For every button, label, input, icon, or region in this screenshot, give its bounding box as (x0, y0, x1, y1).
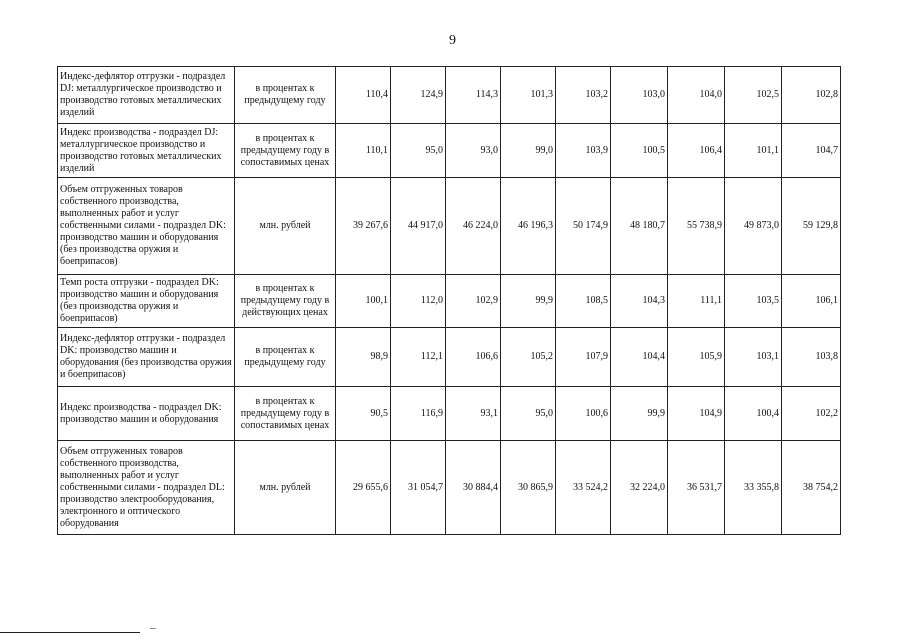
indicator-cell: Индекс производства - подраздел DK: производство машин и оборудования (58, 387, 235, 441)
value-cell: 44 917,0 (391, 178, 446, 275)
value-cell: 99,9 (611, 387, 668, 441)
value-cell: 101,3 (501, 67, 556, 124)
value-cell: 104,4 (611, 328, 668, 387)
value-cell: 46 196,3 (501, 178, 556, 275)
value-cell: 93,1 (446, 387, 501, 441)
value-cell: 103,8 (782, 328, 841, 387)
indicator-cell: Индекс-дефлятор отгрузки - подраздел DJ: металлургическое производство и производство готовых металлических изделий (58, 67, 235, 124)
value-cell: 93,0 (446, 124, 501, 178)
value-cell: 100,6 (556, 387, 611, 441)
value-cell: 124,9 (391, 67, 446, 124)
indicator-cell: Объем отгруженных товаров собственного производства, выполненных работ и услуг собственными силами - подраздел DL: производство электрооборудования, электронного и оптического оборудования (58, 441, 235, 535)
value-cell: 33 355,8 (725, 441, 782, 535)
value-cell: 29 655,6 (336, 441, 391, 535)
value-cell: 112,0 (391, 275, 446, 328)
value-cell: 102,9 (446, 275, 501, 328)
statistics-table (57, 66, 841, 535)
value-cell: 106,1 (782, 275, 841, 328)
table-row (58, 441, 841, 535)
value-cell: 112,1 (391, 328, 446, 387)
page-number: 9 (449, 33, 456, 48)
value-cell: 103,5 (725, 275, 782, 328)
table-row (58, 328, 841, 387)
value-cell: 104,0 (668, 67, 725, 124)
value-cell: 105,2 (501, 328, 556, 387)
value-cell: 95,0 (391, 124, 446, 178)
unit-cell: в процентах к предыдущему году (235, 328, 336, 387)
value-cell: 102,5 (725, 67, 782, 124)
value-cell: 30 865,9 (501, 441, 556, 535)
value-cell: 49 873,0 (725, 178, 782, 275)
value-cell: 39 267,6 (336, 178, 391, 275)
value-cell: 100,1 (336, 275, 391, 328)
value-cell: 106,6 (446, 328, 501, 387)
value-cell: 46 224,0 (446, 178, 501, 275)
value-cell: 114,3 (446, 67, 501, 124)
value-cell: 102,8 (782, 67, 841, 124)
table-row (58, 387, 841, 441)
value-cell: 102,2 (782, 387, 841, 441)
value-cell: 95,0 (501, 387, 556, 441)
value-cell: 104,9 (668, 387, 725, 441)
table-row (58, 67, 841, 124)
footnote-separator (0, 632, 140, 633)
value-cell: 59 129,8 (782, 178, 841, 275)
unit-cell: в процентах к предыдущему году в сопоставимых ценах (235, 387, 336, 441)
value-cell: 38 754,2 (782, 441, 841, 535)
value-cell: 50 174,9 (556, 178, 611, 275)
footnote-mark (150, 628, 156, 629)
value-cell: 104,7 (782, 124, 841, 178)
unit-cell: в процентах к предыдущему году (235, 67, 336, 124)
value-cell: 100,5 (611, 124, 668, 178)
value-cell: 48 180,7 (611, 178, 668, 275)
indicator-cell: Индекс производства - подраздел DJ: металлургическое производство и производство готовых металлических изделий (58, 124, 235, 178)
indicator-cell: Индекс-дефлятор отгрузки - подраздел DK: производство машин и оборудования (без производства оружия и боеприпасов) (58, 328, 235, 387)
table-row (58, 275, 841, 328)
value-cell: 99,0 (501, 124, 556, 178)
value-cell: 33 524,2 (556, 441, 611, 535)
value-cell: 111,1 (668, 275, 725, 328)
value-cell: 100,4 (725, 387, 782, 441)
table-row (58, 178, 841, 275)
unit-cell: в процентах к предыдущему году в действующих ценах (235, 275, 336, 328)
value-cell: 107,9 (556, 328, 611, 387)
table-row (58, 124, 841, 178)
unit-cell: млн. рублей (235, 441, 336, 535)
value-cell: 106,4 (668, 124, 725, 178)
value-cell: 103,1 (725, 328, 782, 387)
value-cell: 110,1 (336, 124, 391, 178)
value-cell: 103,9 (556, 124, 611, 178)
value-cell: 99,9 (501, 275, 556, 328)
value-cell: 98,9 (336, 328, 391, 387)
value-cell: 101,1 (725, 124, 782, 178)
value-cell: 30 884,4 (446, 441, 501, 535)
value-cell: 103,0 (611, 67, 668, 124)
value-cell: 55 738,9 (668, 178, 725, 275)
indicator-cell: Темп роста отгрузки - подраздел DK: производство машин и оборудования (без производства оружия и боеприпасов) (58, 275, 235, 328)
value-cell: 36 531,7 (668, 441, 725, 535)
indicator-cell: Объем отгруженных товаров собственного производства, выполненных работ и услуг собственными силами - подраздел DK: производство машин и оборудования (без производства оружия и боеприпасов) (58, 178, 235, 275)
value-cell: 110,4 (336, 67, 391, 124)
value-cell: 32 224,0 (611, 441, 668, 535)
value-cell: 31 054,7 (391, 441, 446, 535)
value-cell: 103,2 (556, 67, 611, 124)
unit-cell: в процентах к предыдущему году в сопоставимых ценах (235, 124, 336, 178)
value-cell: 104,3 (611, 275, 668, 328)
value-cell: 90,5 (336, 387, 391, 441)
value-cell: 116,9 (391, 387, 446, 441)
unit-cell: млн. рублей (235, 178, 336, 275)
value-cell: 105,9 (668, 328, 725, 387)
value-cell: 108,5 (556, 275, 611, 328)
